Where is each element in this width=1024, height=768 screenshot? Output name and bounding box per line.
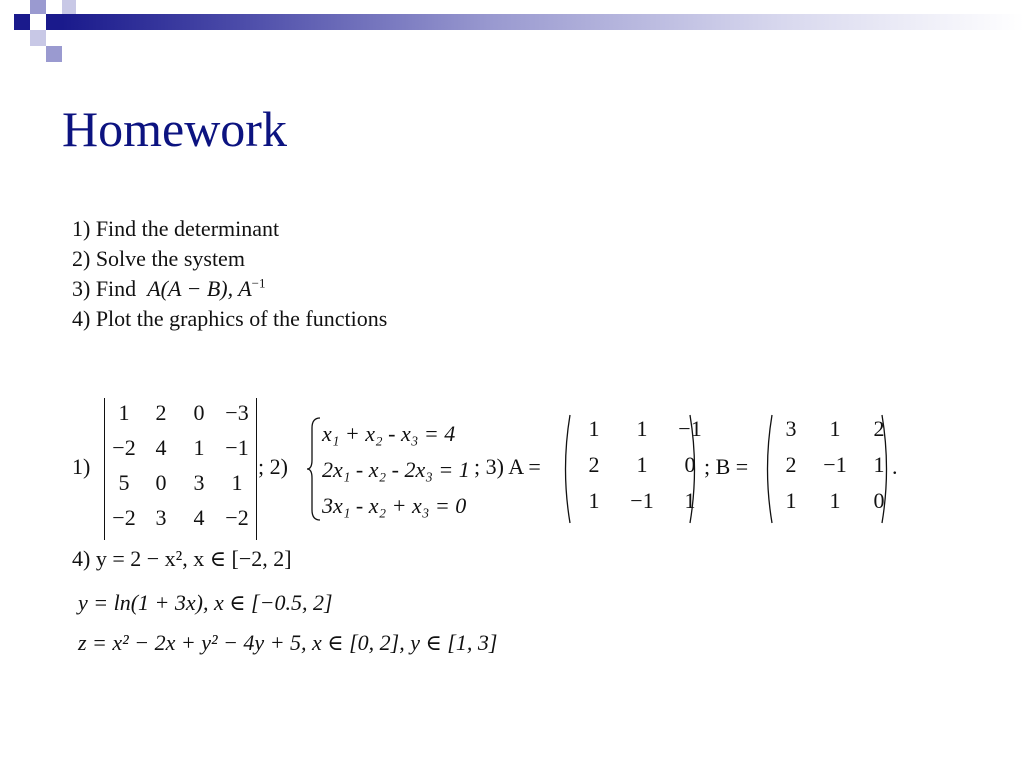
matrix-b-suffix: . — [892, 454, 898, 479]
matrix-a-cell-1-2: 0 — [684, 452, 696, 477]
header-bar — [62, 14, 1024, 30]
matrix-b-cell-2-0: 1 — [785, 488, 797, 513]
task-list — [72, 214, 387, 334]
corner-square-6 — [62, 0, 76, 14]
matrix-b-prefix: ; B = — [704, 454, 749, 479]
determinant-right-bar — [256, 398, 257, 540]
system-prefix: ; 2) — [258, 454, 288, 479]
matrix-b-cell-1-1: −1 — [823, 452, 847, 477]
matrix-b-cell-2-2: 0 — [873, 488, 885, 513]
determinant-cell-1-1: 4 — [155, 435, 167, 460]
matrix-b-cell-1-0: 2 — [785, 452, 797, 477]
system-equation-3: 3x₁ - x₂ + x₃ = 0 — [322, 493, 467, 518]
function-1: 4) y = 2 − x², x ∈ [−2, 2] — [72, 546, 292, 571]
determinant-cell-2-3: 1 — [231, 470, 243, 495]
matrix-b-cell-1-2: 1 — [873, 452, 885, 477]
matrix-a-right-paren — [688, 414, 700, 524]
determinant-left-bar — [104, 398, 105, 540]
task-3-exponent: −1 — [251, 275, 266, 291]
determinant-cell-1-2: 1 — [193, 435, 205, 460]
corner-square-3 — [46, 14, 62, 30]
determinant-cell-0-3: −3 — [225, 400, 249, 425]
system-equation-2: 2x₁ - x₂ - 2x₃ = 1 — [322, 457, 470, 482]
determinant-cell-2-1: 0 — [155, 470, 167, 495]
matrix-a-cell-0-1: 1 — [636, 416, 648, 441]
determinant-cell-3-0: −2 — [112, 505, 136, 530]
matrix-a-cell-1-0: 2 — [588, 452, 600, 477]
system-equation-1: x₁ + x₂ - x₃ = 4 — [322, 421, 456, 446]
task-1: 1) Find the determinant — [72, 216, 280, 241]
determinant-cell-3-2: 4 — [193, 505, 205, 530]
task-3-expression: A(A − B), A — [147, 276, 252, 301]
determinant-cell-3-1: 3 — [155, 505, 167, 530]
task-4: 4) Plot the graphics of the functions — [72, 306, 388, 331]
corner-square-5 — [46, 46, 62, 62]
matrix-a-cell-2-0: 1 — [588, 488, 600, 513]
determinant-cell-2-0: 5 — [118, 470, 130, 495]
matrix-a-cell-2-1: −1 — [630, 488, 654, 513]
determinant-cell-2-2: 3 — [193, 470, 205, 495]
system-brace — [306, 416, 322, 522]
matrix-b-cell-0-2: 2 — [873, 416, 885, 441]
corner-square-2 — [30, 0, 46, 14]
determinant-cell-0-1: 2 — [155, 400, 167, 425]
matrix-a-cell-1-1: 1 — [636, 452, 648, 477]
matrix-a-prefix: ; 3) A = — [474, 454, 541, 479]
page-title: Homework — [62, 101, 287, 157]
determinant-cell-1-0: −2 — [112, 435, 136, 460]
matrix-b-cell-0-1: 1 — [829, 416, 841, 441]
determinant-cell-3-3: −2 — [225, 505, 249, 530]
task-3: 3) Find A(A − B), $A^{-1}$ — [72, 275, 266, 301]
determinant-cell-0-2: 0 — [193, 400, 205, 425]
matrix-a-cell-2-2: 1 — [684, 488, 696, 513]
matrix-b-cell-0-0: 3 — [785, 416, 797, 441]
determinant-cell-1-3: −1 — [225, 435, 249, 460]
matrix-a-cell-0-0: 1 — [588, 416, 600, 441]
corner-square-1 — [14, 14, 30, 30]
system-equations — [322, 416, 470, 524]
function-3: z = x² − 2x + y² − 4y + 5, x ∈ [0, 2], y ∈ [1, 3] — [78, 630, 498, 655]
determinant-label: 1) — [72, 454, 91, 479]
matrix-b-right-paren — [880, 414, 892, 524]
determinant-matrix — [106, 400, 256, 540]
matrix-b-cell-2-1: 1 — [829, 488, 841, 513]
task-2: 2) Solve the system — [72, 246, 245, 271]
matrix-a-cell-0-2: −1 — [678, 416, 702, 441]
corner-square-4 — [30, 30, 46, 46]
determinant-cell-0-0: 1 — [118, 400, 130, 425]
function-2: y = ln(1 + 3x), x ∈ [−0.5, 2] — [78, 590, 333, 615]
